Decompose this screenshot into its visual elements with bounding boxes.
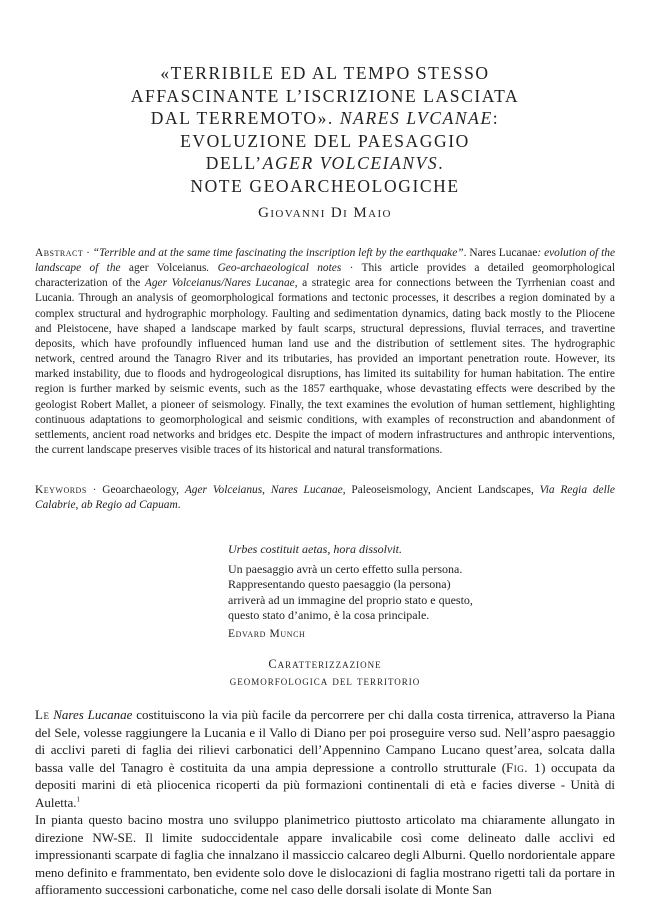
epigraph-attribution: Edvard Munch	[228, 627, 306, 640]
abstract-separator: ·	[83, 247, 93, 259]
paragraph-1-italic: Nares Lucanae	[49, 707, 133, 722]
footnote-marker[interactable]: 1	[76, 795, 81, 804]
paragraph-1	[35, 706, 615, 811]
title-line-3-colon: :	[492, 108, 500, 128]
epigraph-line: Un paesaggio avrà un certo effetto sulla persona.	[228, 561, 463, 576]
abstract-text-2: , a strategic area for connections between the Tyrrhenian coast and Lucania. Through an analysis of geomorphological formations and tectonic processes, it describes a region dominated by a complex structural and hydrographic morphology. Faulting and sedimentation dynamics, dating back mostly to the Pliocene and Pleistocene, have shaped a landscape marked by fault scarps, structural depressions, fluvial terraces, and travertine deposits, which have profoundly influenced human land use and the distribution of settlement sites. The hydrographic network, centred around the Tanagro River and its tributaries, has provided an important penetration route. However, its marked instability, due to floods and hydrogeological disruptions, has limited its suitability for human habitation. The entire region is further marked by seismic events, such as the 1857 earthquake, whose devastating effects were described by the geologist Robert Mallet, a pioneer of seismology. Finally, the text examines the evolution of human settlement, highlighting continuous adaptations to geomorphological and seismic conditions, with examples of reconstruction and abandonment of settlements, ancient road networks and bridges etc. Despite the impact of modern infrastructures and anthropic interventions, the current landscape preserves visible traces of its historical and natural transformations.	[35, 277, 615, 457]
epigraph-latin: Urbes costituit aetas, hora dissolvit.	[228, 542, 402, 556]
paragraph-1-text-a: costituiscono la via più facile da percorrere per chi dalla costa tirrenica, attraverso la Piana del Sele, volesse raggiungere la Lucania e il Vallo di Diano per poi proseguire verso sud. Nell’aspro paesaggio di acclivi pareti di faglia dei rilievi carbonatici dell’Appennino Campano Lucano quest’area, solcata dalla bassa valle del Tanagro è costituita da una ampia depressione a controllo strutturale (	[35, 707, 615, 775]
article-title	[40, 62, 610, 197]
title-line-3-italic: NARES LVCANAE	[339, 108, 493, 128]
section-heading-line-2: geomorfologica del territorio	[229, 674, 421, 688]
title-line-3	[40, 107, 610, 130]
keywords-separator: ·	[86, 484, 103, 496]
abstract	[35, 246, 615, 458]
keyword-3: Nares Lucanae	[270, 484, 343, 496]
keyword-2: Ager Volceianus	[184, 484, 263, 496]
keyword-5: Via Regia delle Calabrie, ab Regio ad Capuam	[35, 484, 615, 512]
abstract-title-colon: : evolution of the landscape of the	[35, 247, 616, 275]
keywords-label: Keywords	[35, 484, 87, 496]
abstract-separator-2: ·	[341, 262, 362, 275]
abstract-title-quote: “Terrible and at the same time fascinating the inscription left by the earthquake”	[92, 247, 464, 259]
paragraph-1-text-b: ) occupata da depositi marini di età pliocenica ricoperti da più formazioni continentali di età e facies diverse - Unità di Auletta.	[35, 759, 615, 810]
keywords	[35, 483, 615, 514]
abstract-title-rest: . Nares Lucanae	[463, 247, 538, 259]
keyword-sep-1: ,	[262, 484, 271, 496]
title-line-4: EVOLUZIONE DEL PAESAGGIO	[180, 130, 470, 151]
title-line-1: «TERRIBILE ED AL TEMPO STESSO	[160, 63, 490, 83]
epigraph-line: Rappresentando questo paesaggio (la persona)	[228, 577, 451, 592]
section-heading	[0, 656, 650, 690]
title-line-2: AFFASCINANTE L’ISCRIZIONE LASCIATA	[130, 85, 520, 106]
title-line-5	[40, 152, 610, 175]
title-line-5-italic: AGER VOLCEIANVS	[262, 153, 439, 173]
keyword-1: Geoarchaeology,	[102, 484, 185, 496]
abstract-notes: . Geo-archaeological notes	[206, 262, 342, 275]
abstract-label: Abstract	[35, 247, 84, 259]
title-line-5-a: DELL’	[205, 153, 263, 173]
title-line-5-dot: .	[438, 153, 445, 173]
epigraph	[228, 542, 558, 643]
abstract-text-1: This article provides a detailed geomorphological characterization of the	[35, 262, 615, 290]
abstract-italic-term: Ager Volceianus/Nares Lucanae	[144, 277, 295, 290]
body-text	[35, 706, 615, 899]
author-name: Giovanni Di Maio	[258, 205, 392, 221]
title-line-3-a: DAL TERREMOTO».	[150, 108, 340, 128]
keyword-end: .	[177, 499, 181, 512]
title-line-6: NOTE GEOARCHEOLOGICHE	[190, 175, 460, 196]
paragraph-2: In pianta questo bacino mostra uno sviluppo planimetrico piuttosto articolato ma chiaramente allungato in direzione NW-SE. Il limite sudoccidentale appare invalicabile così come delineato dalle acclivi ed impressionanti scarpate di faglia che innalzano il massiccio calcareo degli Alburni. Quello nordorientale appare meno definito e frammentato, ben evidente solo dove le dislocazioni di faglia mostrano rigetti tali da portare in affioramento successioni carbonatiche, come nel caso delle dorsali isolate di Monte San	[35, 812, 615, 898]
keyword-4: , Paleoseismology, Ancient Landscapes,	[342, 484, 540, 496]
epigraph-line: arriverà ad un immagine del proprio stato e questo,	[228, 592, 473, 607]
abstract-ager: ager Volceianus	[120, 262, 207, 275]
section-heading-line-1: Caratterizzazione	[268, 657, 382, 671]
paragraph-1-lead: Le	[35, 707, 50, 722]
epigraph-line: questo stato d’animo, è la cosa principale.	[228, 608, 430, 623]
figure-reference[interactable]: Fig. 1	[506, 759, 542, 775]
